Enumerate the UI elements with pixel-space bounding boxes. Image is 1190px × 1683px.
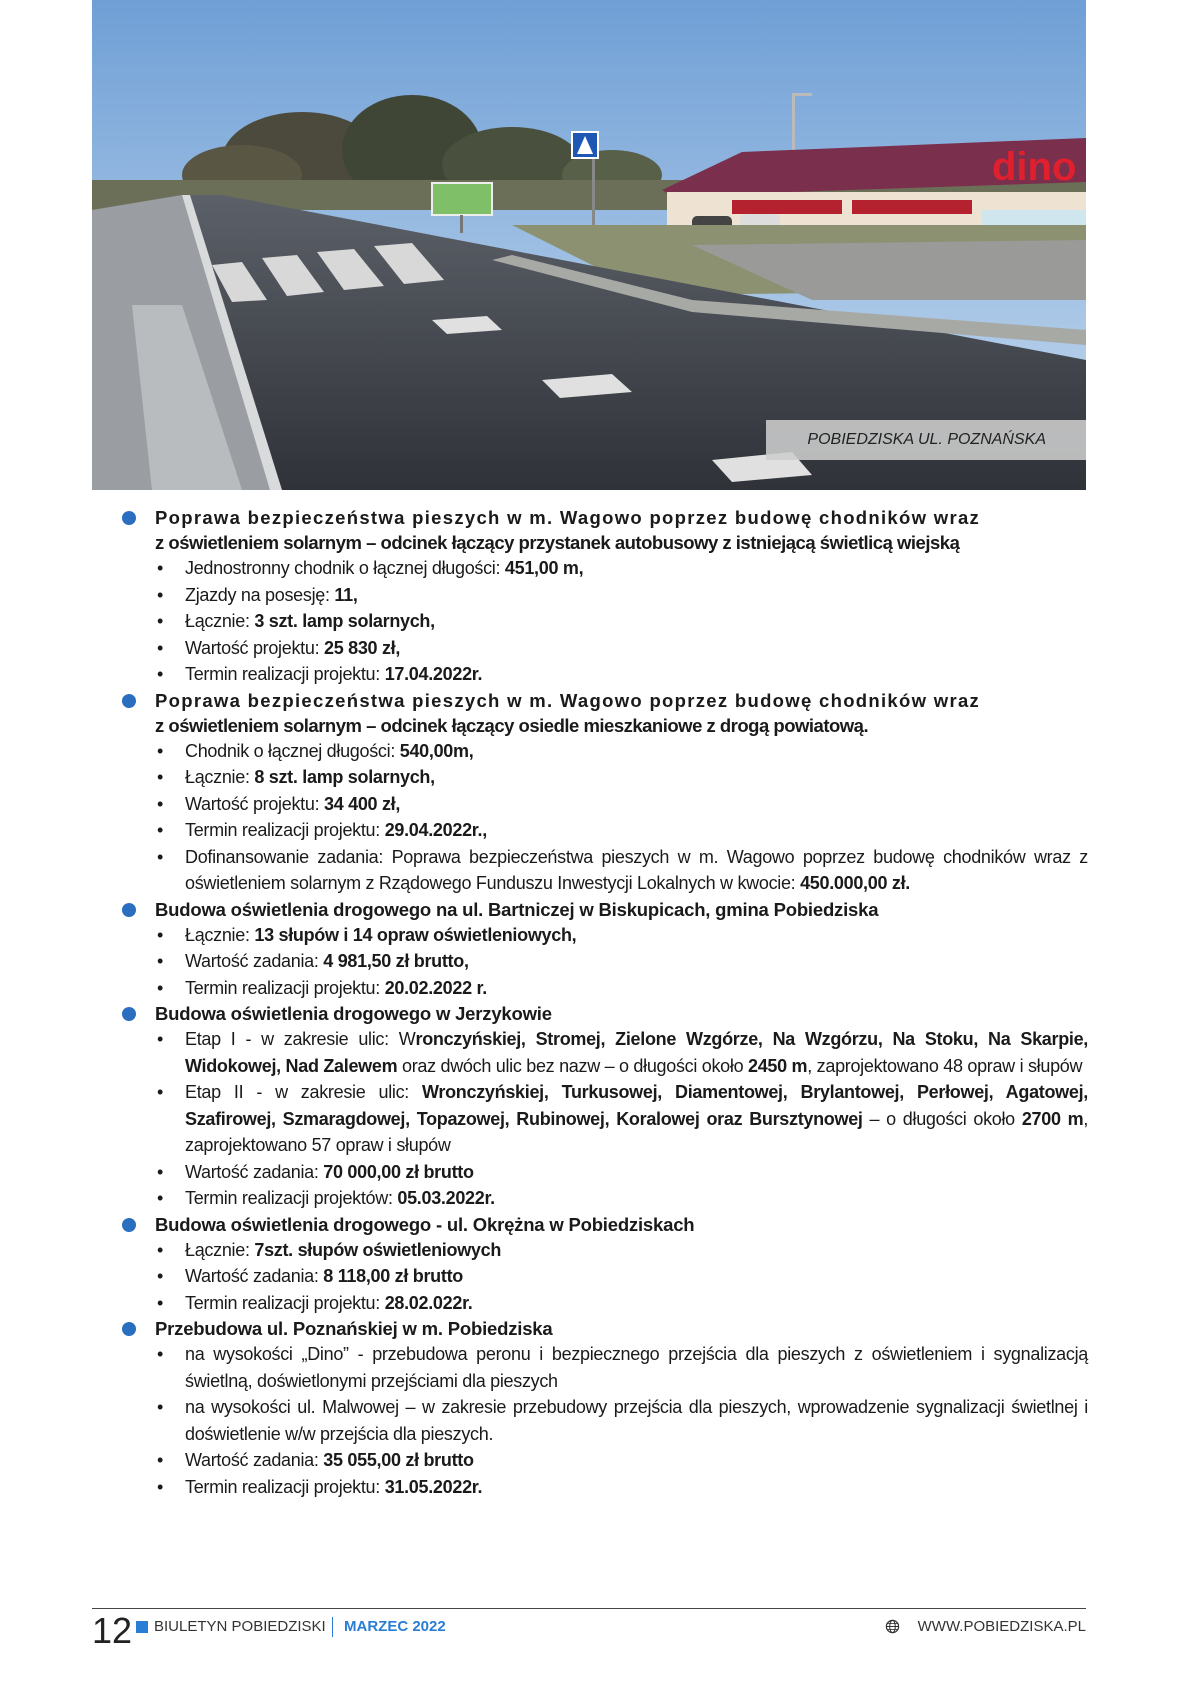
list-item: • Termin realizacji projektu: 17.04.2022r. xyxy=(155,661,1088,688)
bullet-dot-icon xyxy=(122,1322,136,1336)
item-list xyxy=(120,738,1088,897)
list-item: • Łącznie: 13 słupów i 14 opraw oświetleniowych, xyxy=(155,922,1088,949)
list-item: • Chodnik o łącznej długości: 540,00m, xyxy=(155,738,1088,765)
website-link[interactable]: WWW.POBIEDZISKA.PL xyxy=(917,1618,1086,1635)
square-marker-icon xyxy=(136,1621,148,1633)
section-title: Budowa oświetlenia drogowego na ul. Bartniczej w Biskupicach, gmina Pobiedziska xyxy=(155,898,879,920)
list-item: • Łącznie: 7szt. słupów oświetleniowych xyxy=(155,1237,1088,1264)
list-item: • Termin realizacji projektu: 29.04.2022r., xyxy=(155,817,1088,844)
section-title: Budowa oświetlenia drogowego - ul. Okrężna w Pobiedziskach xyxy=(155,1213,695,1235)
section-jerzykowo-lighting xyxy=(120,1001,1088,1212)
section-poznanska-rebuild xyxy=(120,1316,1088,1500)
item-list xyxy=(120,922,1088,1002)
street-scene-illustration xyxy=(92,0,1086,490)
bullet-dot-icon xyxy=(122,1218,136,1232)
section-title: Przebudowa ul. Poznańskiej w m. Pobiedziska xyxy=(155,1318,553,1339)
item-list xyxy=(120,1026,1088,1212)
section-heading xyxy=(120,1001,1088,1026)
list-item: • Termin realizacji projektu: 20.02.2022 r. xyxy=(155,975,1088,1002)
publication-title: BIULETYN POBIEDZISKI xyxy=(154,1618,326,1635)
list-item: • Wartość zadania: 4 981,50 zł brutto, xyxy=(155,948,1088,975)
item-list xyxy=(120,555,1088,688)
list-item: • Zjazdy na posesję: 11, xyxy=(155,582,1088,609)
section-subtitle: z oświetleniem solarnym – odcinek łączący przystanek autobusowy z istniejącą świetlicą wiejską xyxy=(155,532,960,553)
bullet-dot-icon xyxy=(122,903,136,917)
page-number: 12 xyxy=(92,1610,133,1651)
list-item: • Etap I - w zakresie ulic: Wronczyńskiej, Stromej, Zielone Wzgórze, Na Wzgórzu, Na Stoku, Na Skarpie, Widokowej, Nad Zalewem oraz dwóch ulic bez nazw – o długości około 2450 m, zaprojektowano 48 opraw i słupów xyxy=(155,1026,1088,1079)
photo-caption: POBIEDZISKA UL. POZNAŃSKA xyxy=(766,420,1086,460)
bullet-dot-icon xyxy=(122,1007,136,1021)
section-title: Poprawa bezpieczeństwa pieszych w m. Wagowo poprzez budowę chodników wraz xyxy=(155,689,981,711)
section-title: Poprawa bezpieczeństwa pieszych w m. Wagowo poprzez budowę chodników wraz xyxy=(155,507,981,528)
list-item: • na wysokości „Dino” - przebudowa peronu i bezpiecznego przejścia dla pieszych z oświetleniem i sygnalizacją świetlną, doświetlonymi przejściami dla pieszych xyxy=(155,1341,1088,1394)
street-photo xyxy=(92,0,1086,490)
article-content xyxy=(120,505,1088,1500)
section-bartnicza-lighting xyxy=(120,897,1088,1002)
store-sign-text: dino xyxy=(992,145,1077,189)
item-list xyxy=(120,1341,1088,1500)
list-item: • Termin realizacji projektu: 31.05.2022r. xyxy=(155,1474,1088,1501)
list-item: • Łącznie: 8 szt. lamp solarnych, xyxy=(155,764,1088,791)
page-footer xyxy=(92,1608,1086,1649)
item-list xyxy=(120,1237,1088,1317)
section-title: Budowa oświetlenia drogowego w Jerzykowie xyxy=(155,1003,552,1024)
list-item: • Łącznie: 3 szt. lamp solarnych, xyxy=(155,608,1088,635)
issue-month: MARZEC 2022 xyxy=(344,1618,446,1635)
section-heading xyxy=(120,1316,1088,1341)
list-item: • Etap II - w zakresie ulic: Wronczyńskiej, Turkusowej, Diamentowej, Brylantowej, Perłowej, Agatowej, Szafirowej, Szmaragdowej, Topazowej, Rubinowej, Koralowej oraz Bursztynowej – o długości około 2700 m, zaprojektowano 57 opraw i słupów xyxy=(155,1079,1088,1159)
list-item: • na wysokości ul. Malwowej – w zakresie przebudowy przejścia dla pieszych, wprowadzenie sygnalizacji świetlnej i doświetlenie w/w przejścia dla pieszych. xyxy=(155,1394,1088,1447)
list-item: • Wartość zadania: 8 118,00 zł brutto xyxy=(155,1263,1088,1290)
list-item: • Wartość zadania: 70 000,00 zł brutto xyxy=(155,1159,1088,1186)
footer-divider xyxy=(332,1617,333,1637)
section-heading xyxy=(120,1212,1088,1237)
list-item: • Wartość projektu: 34 400 zł, xyxy=(155,791,1088,818)
section-heading xyxy=(120,505,1088,555)
list-item: • Dofinansowanie zadania: Poprawa bezpieczeństwa pieszych w m. Wagowo poprzez budowę chodników wraz z oświetleniem solarnym z Rządowego Funduszu Inwestycji Lokalnych w kwocie: 450.000,00 zł. xyxy=(155,844,1088,897)
list-item: • Wartość zadania: 35 055,00 zł brutto xyxy=(155,1447,1088,1474)
globe-icon xyxy=(885,1619,900,1634)
section-wagowo-estate xyxy=(120,688,1088,897)
list-item: • Jednostronny chodnik o łącznej długości: 451,00 m, xyxy=(155,555,1088,582)
section-heading xyxy=(120,897,1088,922)
section-subtitle: z oświetleniem solarnym – odcinek łączący osiedle mieszkaniowe z drogą powiatową. xyxy=(155,714,869,736)
bullet-dot-icon xyxy=(122,694,136,708)
bullet-dot-icon xyxy=(122,511,136,525)
list-item: • Termin realizacji projektów: 05.03.2022r. xyxy=(155,1185,1088,1212)
list-item: • Termin realizacji projektu: 28.02.022r. xyxy=(155,1290,1088,1317)
section-wagowo-bus-stop xyxy=(120,505,1088,688)
section-okrezna-lighting xyxy=(120,1212,1088,1317)
section-heading xyxy=(120,688,1088,738)
list-item: • Wartość projektu: 25 830 zł, xyxy=(155,635,1088,662)
